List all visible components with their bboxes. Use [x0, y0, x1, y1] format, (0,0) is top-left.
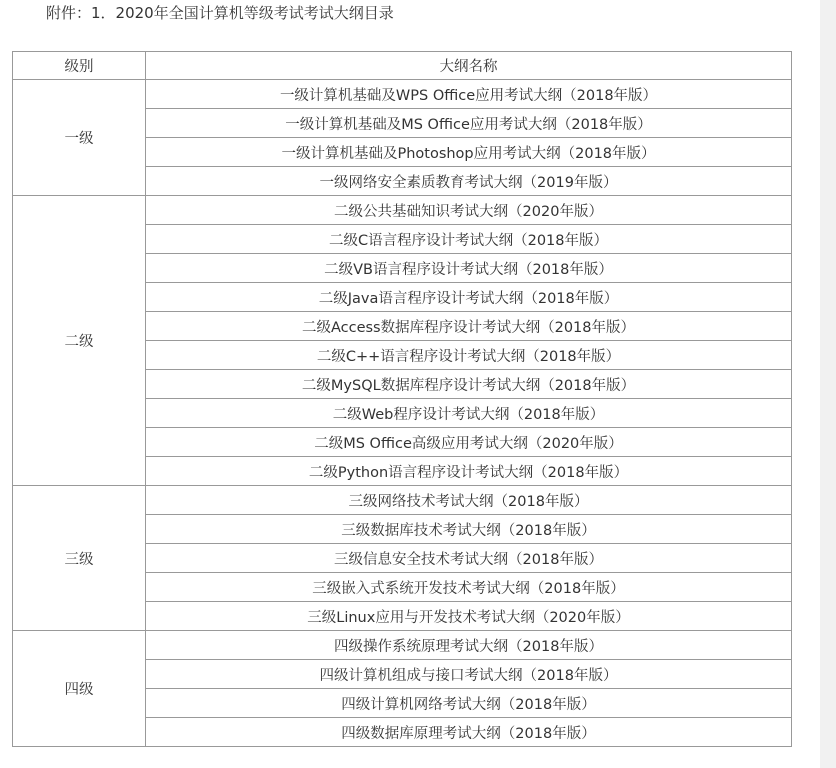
syllabus-item: 一级计算机基础及WPS Office应用考试大纲（2018年版）	[146, 80, 792, 109]
header-syllabus-name: 大纲名称	[146, 52, 792, 80]
syllabus-item: 四级计算机网络考试大纲（2018年版）	[146, 689, 792, 718]
syllabus-item: 四级数据库原理考试大纲（2018年版）	[146, 718, 792, 747]
syllabus-item: 三级Linux应用与开发技术考试大纲（2020年版）	[146, 602, 792, 631]
syllabus-item: 二级Web程序设计考试大纲（2018年版）	[146, 399, 792, 428]
level-cell-1: 一级	[13, 80, 146, 196]
syllabus-item: 一级网络安全素质教育考试大纲（2019年版）	[146, 167, 792, 196]
syllabus-item: 三级嵌入式系统开发技术考试大纲（2018年版）	[146, 573, 792, 602]
syllabus-item: 三级信息安全技术考试大纲（2018年版）	[146, 544, 792, 573]
syllabus-item: 二级C++语言程序设计考试大纲（2018年版）	[146, 341, 792, 370]
scrollbar-track[interactable]	[820, 0, 836, 768]
table-row	[13, 631, 792, 660]
syllabus-item: 一级计算机基础及MS Office应用考试大纲（2018年版）	[146, 109, 792, 138]
syllabus-item: 二级VB语言程序设计考试大纲（2018年版）	[146, 254, 792, 283]
syllabus-item: 四级操作系统原理考试大纲（2018年版）	[146, 631, 792, 660]
level-cell-3: 三级	[13, 486, 146, 631]
syllabus-item: 一级计算机基础及Photoshop应用考试大纲（2018年版）	[146, 138, 792, 167]
syllabus-item: 三级网络技术考试大纲（2018年版）	[146, 486, 792, 515]
syllabus-item: 二级MS Office高级应用考试大纲（2020年版）	[146, 428, 792, 457]
syllabus-item: 二级公共基础知识考试大纲（2020年版）	[146, 196, 792, 225]
table-row	[13, 196, 792, 225]
table-header-row	[13, 52, 792, 80]
syllabus-item: 四级计算机组成与接口考试大纲（2018年版）	[146, 660, 792, 689]
syllabus-item: 二级Python语言程序设计考试大纲（2018年版）	[146, 457, 792, 486]
level-cell-4: 四级	[13, 631, 146, 747]
attachment-caption: 附件：1．2020年全国计算机等级考试考试大纲目录	[46, 4, 394, 22]
table-row	[13, 80, 792, 109]
syllabus-item: 三级数据库技术考试大纲（2018年版）	[146, 515, 792, 544]
table-row	[13, 486, 792, 515]
level-cell-2: 二级	[13, 196, 146, 486]
syllabus-item: 二级MySQL数据库程序设计考试大纲（2018年版）	[146, 370, 792, 399]
syllabus-item: 二级C语言程序设计考试大纲（2018年版）	[146, 225, 792, 254]
syllabus-item: 二级Java语言程序设计考试大纲（2018年版）	[146, 283, 792, 312]
header-level: 级别	[13, 52, 146, 80]
syllabus-item: 二级Access数据库程序设计考试大纲（2018年版）	[146, 312, 792, 341]
syllabus-table	[12, 51, 792, 747]
